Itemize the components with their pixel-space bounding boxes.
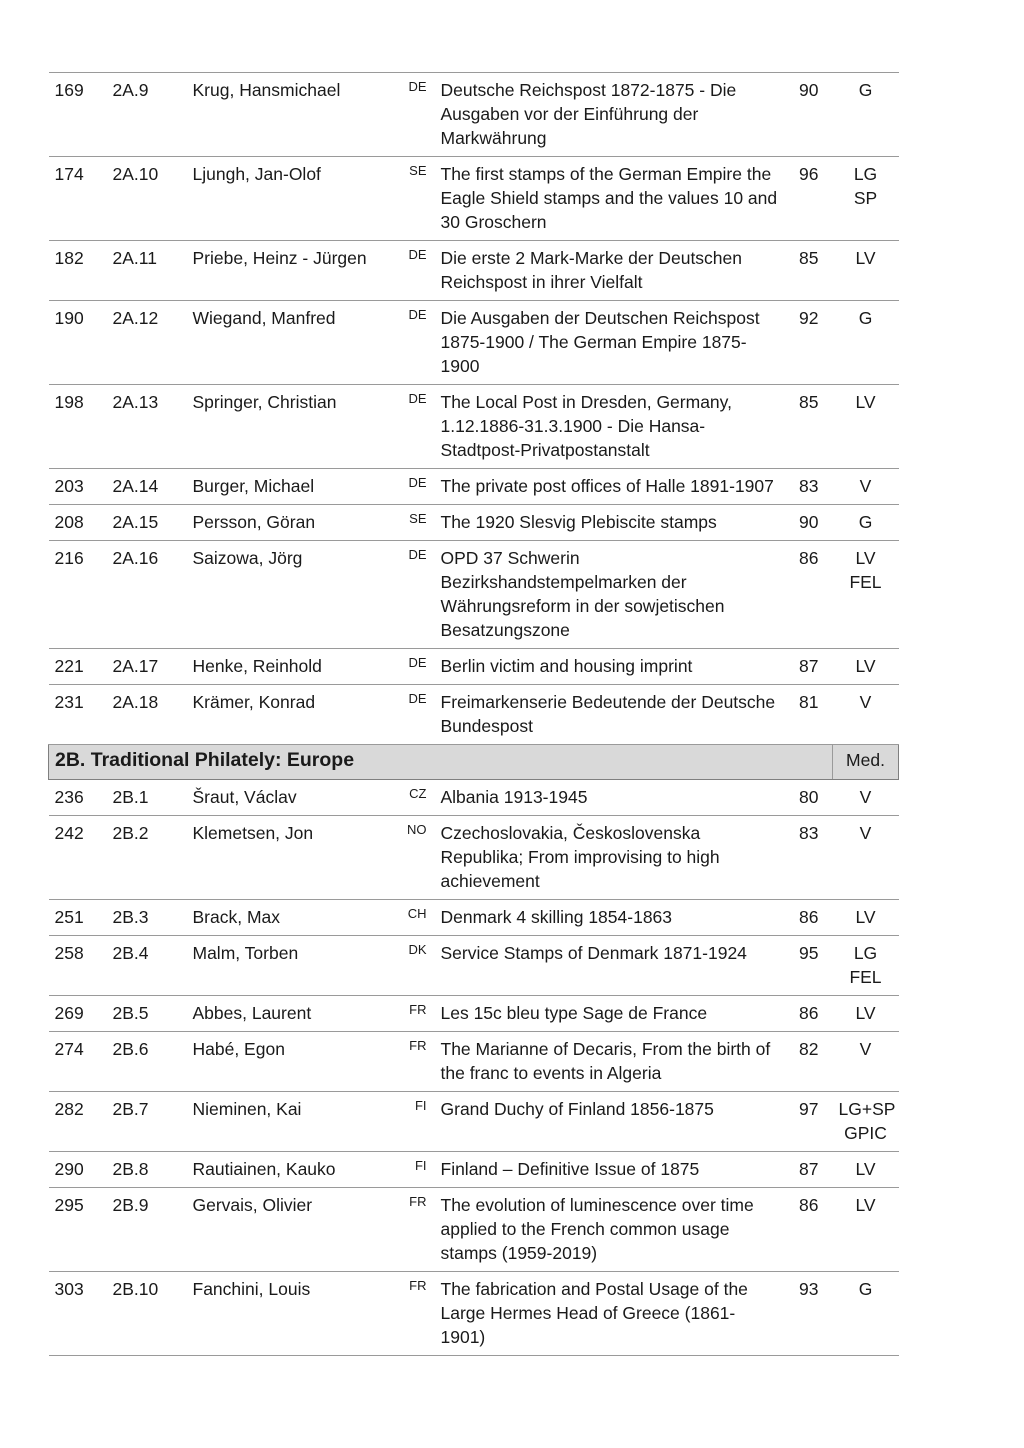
class-code: 2B.4 [107, 936, 187, 996]
class-code: 2B.9 [107, 1188, 187, 1272]
exhibit-number: 242 [49, 816, 107, 900]
medal-cell [833, 816, 899, 900]
exhibit-title: Deutsche Reichspost 1872-1875 - Die Ausgaben vor der Einführung der Markwährung [435, 73, 785, 157]
country-code: DE [397, 385, 435, 469]
exhibitor-name: Malm, Torben [187, 936, 397, 996]
country-code: NO [397, 816, 435, 900]
table-row [49, 780, 899, 816]
exhibitor-name: Habé, Egon [187, 1032, 397, 1092]
country-code: CH [397, 900, 435, 936]
section-header [49, 745, 899, 780]
medal-cell [833, 936, 899, 996]
exhibit-title: Czechoslovakia, Československa Republika; From improvising to high achievement [435, 816, 785, 900]
table-row [49, 936, 899, 996]
medal-cell [833, 780, 899, 816]
medal-award: G [858, 512, 873, 532]
exhibitor-name: Klemetsen, Jon [187, 816, 397, 900]
medal-cell [833, 900, 899, 936]
country-code: FR [397, 1272, 435, 1356]
medal-award: LV [855, 1195, 876, 1215]
exhibit-number: 231 [49, 685, 107, 745]
country-code: FR [397, 1188, 435, 1272]
exhibitor-name: Burger, Michael [187, 469, 397, 505]
exhibit-title: Albania 1913-1945 [435, 780, 785, 816]
exhibit-number: 269 [49, 996, 107, 1032]
score: 83 [785, 816, 833, 900]
exhibit-title: Berlin victim and housing imprint [435, 649, 785, 685]
exhibit-number: 251 [49, 900, 107, 936]
class-code: 2B.3 [107, 900, 187, 936]
exhibitor-name: Krämer, Konrad [187, 685, 397, 745]
score: 86 [785, 541, 833, 649]
country-code: FI [397, 1092, 435, 1152]
exhibitor-name: Brack, Max [187, 900, 397, 936]
score: 87 [785, 1152, 833, 1188]
class-code: 2A.15 [107, 505, 187, 541]
country-code: DE [397, 301, 435, 385]
medal-award: LV [855, 1159, 876, 1179]
results-table [48, 72, 899, 1356]
exhibit-number: 258 [49, 936, 107, 996]
medal-cell [833, 157, 899, 241]
exhibit-title: Die Ausgaben der Deutschen Reichspost 1875-1900 / The German Empire 1875-1900 [435, 301, 785, 385]
medal-award: LV [855, 392, 876, 412]
medal-cell [833, 73, 899, 157]
medal-award: LG+SP [838, 1099, 896, 1119]
medal-cell [833, 1032, 899, 1092]
exhibit-number: 216 [49, 541, 107, 649]
country-code: DE [397, 469, 435, 505]
class-code: 2A.16 [107, 541, 187, 649]
country-code: DE [397, 73, 435, 157]
exhibit-number: 221 [49, 649, 107, 685]
exhibit-title: Die erste 2 Mark-Marke der Deutschen Reichspost in ihrer Vielfalt [435, 241, 785, 301]
medal-cell [833, 469, 899, 505]
class-code: 2B.7 [107, 1092, 187, 1152]
exhibit-title: Finland – Definitive Issue of 1875 [435, 1152, 785, 1188]
class-code: 2B.1 [107, 780, 187, 816]
medal-cell [833, 649, 899, 685]
exhibit-title: The Local Post in Dresden, Germany, 1.12.1886-31.3.1900 - Die Hansa-Stadtpost-Privatpostanstalt [435, 385, 785, 469]
score: 95 [785, 936, 833, 996]
exhibit-number: 290 [49, 1152, 107, 1188]
medal-cell [833, 1272, 899, 1356]
table-row [49, 469, 899, 505]
country-code: DE [397, 241, 435, 301]
exhibit-number: 282 [49, 1092, 107, 1152]
exhibit-number: 236 [49, 780, 107, 816]
country-code: DE [397, 685, 435, 745]
class-code: 2B.2 [107, 816, 187, 900]
score: 97 [785, 1092, 833, 1152]
medal-award: LG [853, 164, 878, 184]
exhibitor-name: Abbes, Laurent [187, 996, 397, 1032]
score: 93 [785, 1272, 833, 1356]
exhibit-title: Denmark 4 skilling 1854-1863 [435, 900, 785, 936]
section-medal-label: Med. [833, 745, 899, 780]
exhibit-number: 203 [49, 469, 107, 505]
medal-award: V [859, 787, 872, 807]
medal-award: V [859, 692, 872, 712]
exhibit-number: 182 [49, 241, 107, 301]
exhibitor-name: Wiegand, Manfred [187, 301, 397, 385]
medal-award: GPIC [844, 1123, 887, 1143]
score: 83 [785, 469, 833, 505]
class-code: 2B.8 [107, 1152, 187, 1188]
exhibit-title: Les 15c bleu type Sage de France [435, 996, 785, 1032]
table-row [49, 541, 899, 649]
medal-award: V [859, 476, 872, 496]
country-code: FI [397, 1152, 435, 1188]
table-row [49, 385, 899, 469]
exhibitor-name: Persson, Göran [187, 505, 397, 541]
score: 96 [785, 157, 833, 241]
score: 82 [785, 1032, 833, 1092]
exhibit-number: 274 [49, 1032, 107, 1092]
score: 87 [785, 649, 833, 685]
table-row [49, 1188, 899, 1272]
medal-cell [833, 505, 899, 541]
table-row [49, 1092, 899, 1152]
section-title: 2B. Traditional Philately: Europe [49, 745, 833, 780]
country-code: FR [397, 1032, 435, 1092]
exhibitor-name: Rautiainen, Kauko [187, 1152, 397, 1188]
medal-award: G [858, 80, 873, 100]
medal-cell [833, 301, 899, 385]
medal-award: FEL [849, 572, 882, 592]
score: 86 [785, 900, 833, 936]
table-row [49, 1272, 899, 1356]
exhibit-number: 198 [49, 385, 107, 469]
medal-cell [833, 541, 899, 649]
exhibitor-name: Šraut, Václav [187, 780, 397, 816]
country-code: DK [397, 936, 435, 996]
exhibit-number: 169 [49, 73, 107, 157]
table-row [49, 649, 899, 685]
exhibit-title: Grand Duchy of Finland 1856-1875 [435, 1092, 785, 1152]
exhibitor-name: Saizowa, Jörg [187, 541, 397, 649]
score: 85 [785, 241, 833, 301]
exhibitor-name: Ljungh, Jan-Olof [187, 157, 397, 241]
country-code: SE [397, 157, 435, 241]
score: 90 [785, 73, 833, 157]
medal-cell [833, 1188, 899, 1272]
table-row [49, 816, 899, 900]
table-row [49, 157, 899, 241]
country-code: SE [397, 505, 435, 541]
medal-award: LV [855, 907, 876, 927]
score: 92 [785, 301, 833, 385]
exhibitor-name: Priebe, Heinz - Jürgen [187, 241, 397, 301]
medal-award: LG [853, 943, 878, 963]
medal-cell [833, 385, 899, 469]
exhibit-number: 174 [49, 157, 107, 241]
table-row [49, 301, 899, 385]
table-row [49, 1152, 899, 1188]
table-row [49, 73, 899, 157]
medal-award: G [858, 308, 873, 328]
exhibit-title: The 1920 Slesvig Plebiscite stamps [435, 505, 785, 541]
medal-cell [833, 1092, 899, 1152]
exhibit-number: 295 [49, 1188, 107, 1272]
medal-award: G [858, 1279, 873, 1299]
exhibit-title: Service Stamps of Denmark 1871-1924 [435, 936, 785, 996]
exhibit-title: The first stamps of the German Empire the Eagle Shield stamps and the values 10 and 30 Groschern [435, 157, 785, 241]
country-code: CZ [397, 780, 435, 816]
medal-award: LV [855, 1003, 876, 1023]
medal-award: FEL [849, 967, 882, 987]
medal-cell [833, 996, 899, 1032]
table-row [49, 685, 899, 745]
country-code: DE [397, 649, 435, 685]
exhibit-title: The fabrication and Postal Usage of the Large Hermes Head of Greece (1861-1901) [435, 1272, 785, 1356]
class-code: 2A.12 [107, 301, 187, 385]
country-code: FR [397, 996, 435, 1032]
score: 81 [785, 685, 833, 745]
exhibit-title: The private post offices of Halle 1891-1907 [435, 469, 785, 505]
class-code: 2A.14 [107, 469, 187, 505]
class-code: 2A.17 [107, 649, 187, 685]
score: 85 [785, 385, 833, 469]
table-row [49, 996, 899, 1032]
medal-cell [833, 1152, 899, 1188]
medal-award: V [859, 1039, 872, 1059]
exhibitor-name: Gervais, Olivier [187, 1188, 397, 1272]
medal-award: V [859, 823, 872, 843]
exhibit-number: 190 [49, 301, 107, 385]
class-code: 2A.11 [107, 241, 187, 301]
exhibitor-name: Krug, Hansmichael [187, 73, 397, 157]
class-code: 2B.10 [107, 1272, 187, 1356]
medal-award: LV [855, 248, 876, 268]
class-code: 2B.5 [107, 996, 187, 1032]
score: 90 [785, 505, 833, 541]
exhibitor-name: Henke, Reinhold [187, 649, 397, 685]
score: 80 [785, 780, 833, 816]
medal-award: LV [855, 548, 876, 568]
medal-award: LV [855, 656, 876, 676]
exhibit-title: Freimarkenserie Bedeutende der Deutsche Bundespost [435, 685, 785, 745]
table-row [49, 241, 899, 301]
country-code: DE [397, 541, 435, 649]
exhibit-title: OPD 37 Schwerin Bezirkshandstempelmarken der Währungsreform in der sowjetischen Besatzungszone [435, 541, 785, 649]
exhibitor-name: Springer, Christian [187, 385, 397, 469]
score: 86 [785, 1188, 833, 1272]
class-code: 2A.18 [107, 685, 187, 745]
class-code: 2A.13 [107, 385, 187, 469]
table-row [49, 1032, 899, 1092]
class-code: 2A.9 [107, 73, 187, 157]
exhibit-number: 208 [49, 505, 107, 541]
table-row [49, 900, 899, 936]
class-code: 2B.6 [107, 1032, 187, 1092]
exhibit-title: The Marianne of Decaris, From the birth of the franc to events in Algeria [435, 1032, 785, 1092]
exhibitor-name: Fanchini, Louis [187, 1272, 397, 1356]
table-row [49, 505, 899, 541]
medal-cell [833, 241, 899, 301]
exhibitor-name: Nieminen, Kai [187, 1092, 397, 1152]
exhibit-number: 303 [49, 1272, 107, 1356]
medal-cell [833, 685, 899, 745]
class-code: 2A.10 [107, 157, 187, 241]
medal-award: SP [853, 188, 878, 208]
results-sheet [48, 72, 898, 1356]
exhibit-title: The evolution of luminescence over time applied to the French common usage stamps (1959-2019) [435, 1188, 785, 1272]
score: 86 [785, 996, 833, 1032]
